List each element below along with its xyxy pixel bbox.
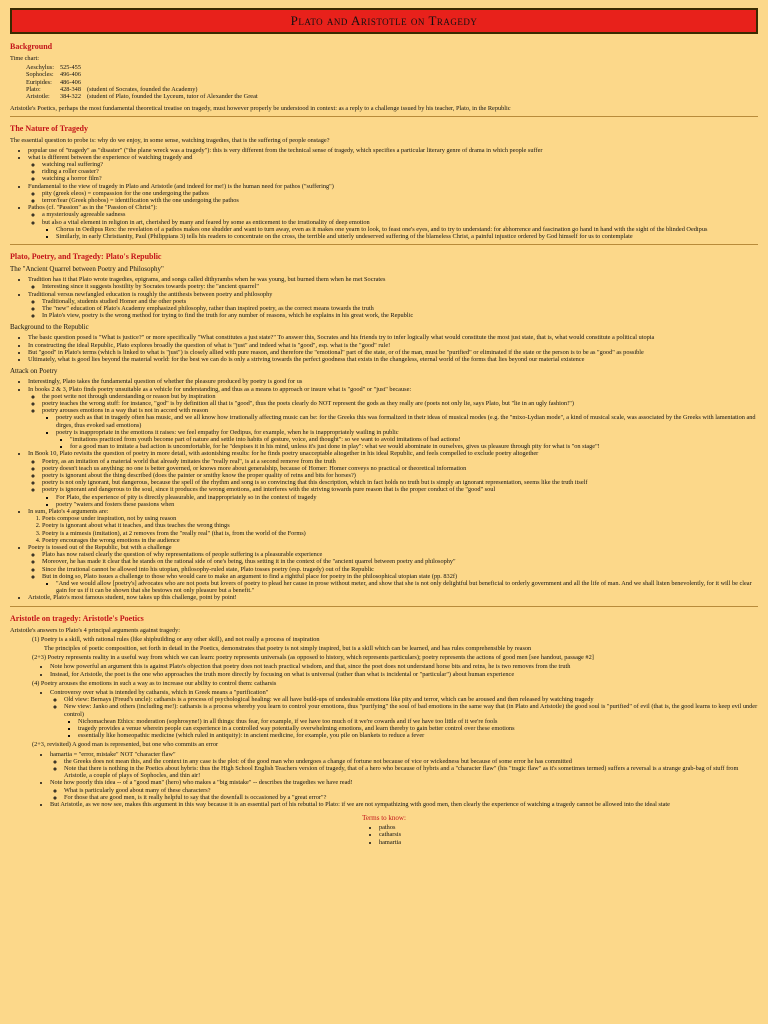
time-chart-cell bbox=[87, 79, 264, 86]
list-item: 4. Poetry encourages the wrong emotions in the audience bbox=[42, 537, 758, 544]
title-bar bbox=[10, 8, 758, 34]
terms-heading: Terms to know: bbox=[362, 814, 406, 823]
time-chart-cell: (student of Plato, founded the Lyceum, tutor of Alexander the Great bbox=[86, 93, 258, 101]
list-item: • In books 2 & 3, Plato finds poetry unsuitable as a vehicle for understanding, and thus as a means to approach or insure what is "good" or "just" because: bbox=[28, 386, 758, 393]
time-chart-row bbox=[26, 86, 264, 93]
page-title: Plato and Aristotle on Tragedy bbox=[290, 13, 478, 28]
list-item: ◦ Poetry, as an imitation of a material world that already imitates the "really real", is at a second remove from the truth bbox=[42, 458, 758, 465]
attack-title: Attack on Poetry bbox=[10, 367, 58, 376]
list-item: ◦ watching real suffering? bbox=[42, 161, 758, 168]
timechart-label: Time chart: bbox=[10, 55, 39, 62]
list-item: • Ultimately, what is good lies beyond the material world: for the best we can do is only a striving towards the perfect goodness that exists in the changeless, eternal world of the forms that lies beyond our material existence bbox=[28, 356, 758, 363]
list-item: ◦ But in doing so, Plato issues a challenge to those who would care to make an argument to find a rightful place for poetry in the philosophical utopian state (pp. 832f) bbox=[42, 573, 758, 580]
terms-box bbox=[10, 814, 758, 848]
list-item: ◦ What is particularly good about many of these characters? bbox=[64, 787, 758, 794]
time-chart-cell: Plato: bbox=[26, 85, 41, 93]
list-item: ▪ poetry such as that in tragedy often has music, and we all know how irrationally affecting music can be: for the Greeks this was formalized in their ideas of musical modes (e.g. the "mixo-Lydian mode", a kind of musical scale, was associated by the Greeks with lamentation and dirges, thus evoked sad emotions) bbox=[56, 414, 758, 428]
list-item: • Instead, for Aristotle, the poet is the one who approaches the truth more directly by focusing on what is universal (rather than what is incidental or "particular") about human experience bbox=[50, 671, 758, 678]
list-item: • Traditional versus newfangled education is roughly the antithesis between poetry and philosophy bbox=[28, 291, 758, 298]
terms-list bbox=[367, 824, 401, 846]
answer-2-3-revisited: (2+3, revisited) A good man is represented, but one who commits an error bbox=[32, 741, 219, 749]
nature-heading: The Nature of Tragedy bbox=[10, 124, 88, 134]
list-item: • In sum, Plato's 4 arguments are: bbox=[28, 508, 758, 515]
time-chart-cell bbox=[87, 64, 264, 71]
list-item: ◦ Old view: Bernays (Freud's uncle): catharsis is a process of psychological healing: we all have build-ups of undesirable emotions like pity and terror, which can be aroused and then released by watching tragedy bbox=[64, 696, 758, 703]
list-item: ▪ Chorus in Oedipus Rex: the revelation of a pathos makes one shudder and want to turn away, even as it makes one yearn to look, to feast one's eyes, and to try to understand: for abhorrence and fascination go hand in hand with the sight of the blinded Oedipus bbox=[56, 226, 758, 233]
list-item: • Note how poorly this idea -- of a "good man" (hero) who makes a "big mistake" -- describes the tragedies we have read! bbox=[50, 779, 758, 786]
time-chart-cell: Aeschylus: bbox=[26, 64, 54, 72]
quarrel-title: The "Ancient Quarrel between Poetry and Philosophy" bbox=[10, 265, 164, 274]
list-item: ▪ Nichomachean Ethics: moderation (sophrosyne!) in all things: thus fear, for example, if we have too much of it we're cowards and if we have too little of it we're fools bbox=[78, 718, 758, 725]
answer-2-3-list bbox=[32, 663, 758, 677]
page bbox=[10, 0, 758, 849]
list-item: ◦ the Greeks does not mean this, and the context in any case is the plot: of the good man who undergoes a change of fortune not because of vice or wickedness but because of some error he has committed bbox=[64, 758, 758, 765]
answer-4: (4) Poetry arouses the emotions in such a way as to increase our ability to control them: catharsis bbox=[32, 679, 277, 687]
list-item: • hamartia = "error, mistake" NOT "character flaw" bbox=[50, 751, 758, 758]
list-item: ▪ poetry "waters and fosters these passions when bbox=[56, 501, 758, 508]
answer-1: (1) Poetry is a skill, with rational rules (like shipbuilding or any other skill), and not really a process of inspiration bbox=[32, 635, 320, 643]
attack-list bbox=[10, 378, 758, 601]
list-item: • popular use of "tragedy" as "disaster" ("the plane wreck was a tragedy"): this is very different from the technical sense of tragedy, which specifies a particular literary genre of drama in which people suffer bbox=[28, 147, 758, 154]
list-item: ▪ for a good man to imitate a bad action is uncomfortable, for he "despises it in his mind, unless it's just done in play": what we would abominate in ourselves, gives us pleasure through pity for what is "on stage"! bbox=[70, 443, 758, 450]
list-item: • Interestingly, Plato takes the fundamental question of whether the pleasure produced by poetry is good for us bbox=[28, 378, 758, 385]
divider bbox=[10, 116, 758, 117]
list-item: ◦ watching a horror film? bbox=[42, 175, 758, 182]
nature-list bbox=[10, 147, 758, 241]
list-item: • Aristotle, Plato's most famous student, now takes up this challenge, point by point! bbox=[28, 594, 758, 601]
time-chart-row bbox=[26, 79, 264, 86]
list-item: • But "good" in Plato's terms (which is linked to what is "just") is closely allied with pure reason, and therefore the "emotional" part of the state, or of the man, must be "purified" or eliminated if the state or the person is to be as "good" as possible bbox=[28, 349, 758, 356]
background-heading: Background bbox=[10, 42, 53, 51]
list-item: ◦ Plato has now raised clearly the question of why representations of people suffering is a pleasurable experience bbox=[42, 551, 758, 558]
list-item: 1. Poets compose under inspiration, not by using reason bbox=[42, 515, 758, 522]
aristotle-intro: Aristotle's answers to Plato's 4 principal arguments against tragedy: bbox=[10, 626, 181, 634]
list-item: ◦ In Plato's view, poetry is the wrong method for trying to find the truth for any number of reasons, which he explains in his great work, the Republic bbox=[42, 312, 758, 319]
time-chart-cell bbox=[87, 71, 264, 78]
quarrel-list bbox=[10, 276, 758, 319]
republic-background-list bbox=[10, 334, 758, 363]
list-item: ▪ tragedy provides a venue wherein people can experience in a controlled way potentially overwhelming emotions, and learn thereby to gain better control over these emotions bbox=[78, 725, 758, 732]
time-chart-cell: (student of Socrates, founded the Academy) bbox=[86, 85, 198, 93]
list-item: ◦ poetry is ignorant and dangerous to the soul, since it produces the wrong emotions, and interferes with the striving towards pure reason that is the proper conduct of the "good" soul bbox=[42, 486, 758, 493]
time-chart-cell: 428-348 bbox=[59, 85, 81, 93]
list-item: ◦ Note that there is nothing in the Poetics about hybris: thus the High School English Teachers version of tragedy, that of a hero who because of hybris and a "character flaw" (his "tragic flaw" as it's sometimes termed) suffers a reversal is a strange grab-bag of stuff from Aristotle, a couple of plays of Sophocles, and thin air! bbox=[64, 765, 758, 779]
time-chart-cell: 384-322 bbox=[59, 93, 81, 101]
answer-2-3: (2+3) Poetry represents reality in a useful way from which we can learn: poetry represents universals (as opposed to history, which represents particulars); poetry represents the actions of good men [see handout, passage #2] bbox=[32, 654, 594, 662]
list-item: ◦ poetry is not only ignorant, but dangerous, because the spell of the rhythm and song is so convincing that this description, which in fact holds no truth but is simply an ignorant representation, seems like the truth itself bbox=[42, 479, 758, 486]
list-item: • In constructing the ideal Republic, Plato explores broadly the question of what is "just" and indeed what is "good", esp. what is the "good" rule! bbox=[28, 342, 758, 349]
list-item: ◦ Since the irrational cannot be allowed into his utopian, philosophy-ruled state, Plato tosses poetry (esp. tragedy) out of the Republic bbox=[42, 566, 758, 573]
list-item: ◦ New view: Janko and others (including me!): catharsis is a process whereby you learn to control your emotions, thus "purifying" the soul of bad emotions in the same way that (in Plato and Aristotle) the good soul is "purified" of evil (that is, the good learns to keep evil under control) bbox=[64, 703, 758, 717]
list-item: ▪ "imitations practiced from youth become part of nature and settle into habits of gesture, voice, and thought": so we want to avoid imitations of bad actions! bbox=[70, 436, 758, 443]
list-item: • what is different between the experience of watching tragedy and bbox=[28, 154, 758, 161]
list-item: ◦ For those that are good men, is it really helpful to say that the downfall is occasioned by a "great error"? bbox=[64, 794, 758, 801]
list-item: ◦ but also a vital element in religion in art, cherished by many and feared by some as enticement to the irrationality of deep emotion bbox=[42, 219, 758, 226]
time-chart-cell: 496-406 bbox=[59, 71, 81, 79]
list-item: • Pathos (cf. "Passion" as in the "Passion of Christ"): bbox=[28, 204, 758, 211]
term-item: • pathos bbox=[379, 824, 401, 831]
list-item: ◦ Moreover, he has made it clear that he stands on the rational side of one's being, thus setting it in the context of the "ancient quarrel between poetry and philosophy" bbox=[42, 558, 758, 565]
list-item: ◦ a mysteriously agreeable sadness bbox=[42, 211, 758, 218]
aristotle-heading: Aristotle on tragedy: Aristotle's Poetics bbox=[10, 613, 144, 623]
list-item: ▪ Similarly, in early Christianity, Paul (Philippians 3) tells his readers to concentrate on the cross, the terrible and utterly undeserved suffering of the blameless Christ, a painful injustice ordered by God himself for us to contemplate bbox=[56, 233, 758, 240]
republic-background-title: Background to the Republic bbox=[10, 323, 89, 332]
background-summary: Aristotle's Poetics, perhaps the most fundamental theoretical treatise on tragedy, must however properly be understood in context: as a reply to a challenge issued by his teacher, Plato, in the Republic bbox=[10, 105, 511, 113]
answer-1-detail: The principles of poetic composition, set forth in detail in the Poetics, demonstrates that poetry is not simply inspired, but is a skill which can be learned, and has rules comprehensible by reason bbox=[44, 645, 532, 652]
plato-heading: Plato, Poetry, and Tragedy: Plato's Republic bbox=[10, 252, 162, 262]
list-item: ◦ poetry is ignorant about the thing described (does the painter or smithy know the proper quality of reins and bits for horses?) bbox=[42, 472, 758, 479]
time-chart-row bbox=[26, 71, 264, 78]
time-chart-cell: Sophocles: bbox=[26, 71, 54, 79]
list-item: ◦ poetry doesn't teach us anything: no one is better governed, or knows more about generalship, because of Homer: Homer conveys no practical or theoretical information bbox=[42, 465, 758, 472]
time-chart-cell: 525-455 bbox=[59, 64, 81, 72]
list-item: ◦ The "new" education of Plato's Academy emphasized philosophy, rather than inspired poetry, as the correct means towards the truth bbox=[42, 305, 758, 312]
time-chart-row bbox=[26, 93, 264, 100]
list-item: • Fundamental to the view of tragedy in Plato and Aristotle (and indeed for me!) is the human need for pathos ("suffering") bbox=[28, 183, 758, 190]
divider bbox=[10, 244, 758, 245]
answer-4-list bbox=[32, 689, 758, 739]
list-item: • The basic question posed is "What is justice?" or more specifically "What constitutes a just state?" To answer this, Socrates and his friends try to infer logically what would constitute the most just state, that is, what would constitute a political utopia bbox=[28, 334, 758, 341]
list-item: ◦ Interesting since it suggests hostility by Socrates towards poetry: the "ancient quarrel" bbox=[42, 283, 758, 290]
term-item: • catharsis bbox=[379, 831, 401, 838]
list-item: 3. Poetry is a mimesis (imitation), at 2 removes from the "really real" (that is, from the world of the Forms) bbox=[42, 530, 758, 537]
list-item: ◦ riding a roller coaster? bbox=[42, 168, 758, 175]
time-chart-cell: Euripides: bbox=[26, 78, 52, 86]
nature-intro: The essential question to probe is: why do we enjoy, in some sense, watching tragedies, that is the suffering of people onstage? bbox=[10, 137, 330, 145]
list-item: ▪ For Plato, the experience of pity is directly pleasurable, and inappropriately so in the context of tragedy bbox=[56, 494, 758, 501]
term-item: • hamartia bbox=[379, 839, 401, 846]
list-item: ▪ "And we would allow [poetry's] advocates who are not poets but lovers of poetry to plead her cause in prose without meter, and show that she is not only delightful but beneficial to orderly government and all the life of man. And we shall listen benevolently, for it will be clear gain for us if it can be shown that she bestows not only pleasure but a benefit." bbox=[56, 580, 758, 594]
time-chart-cell: 486-406 bbox=[59, 78, 81, 86]
list-item: ◦ terror/fear (Greek phobos) = identification with the one undergoing the pathos bbox=[42, 197, 758, 204]
list-item: • Poetry is tossed out of the Republic, but with a challenge bbox=[28, 544, 758, 551]
time-chart-cell: Aristotle: bbox=[26, 93, 50, 101]
list-item: ◦ poetry teaches the wrong stuff: for instance, "god" is by definition all that is "good", thus the poets clearly do NOT represent the gods as they really are (poets not only lie, says Plato, but "lie in an ugly fashion!") bbox=[42, 400, 758, 407]
list-item: • In Book 10, Plato revisits the question of poetry in more detail, with astonishing results: for he finds poetry unacceptable altogether in his ideal Republic, and feels compelled to exclude poetry altogether bbox=[28, 450, 758, 457]
list-item: 2. Poetry is ignorant about what it teaches, and thus teaches the wrong things bbox=[42, 522, 758, 529]
list-item: ◦ the poet write not through understanding or reason but by inspiration bbox=[42, 393, 758, 400]
list-item: ▪ essentially like homeopathic medicine (which ruled in antiquity): in ancient medicine, for example, you pile on blankets to reduce a fever bbox=[78, 732, 758, 739]
divider bbox=[10, 606, 758, 607]
list-item: ▪ poetry is inappropriate in the emotions it raises: we feel empathy for Oedipus, for example, when he is inappropriately wailing in public bbox=[56, 429, 758, 436]
list-item: • Controversy over what is intended by catharsis, which in Greek means a "purification" bbox=[50, 689, 758, 696]
time-chart-row bbox=[26, 64, 264, 71]
time-chart bbox=[26, 64, 264, 100]
list-item: ◦ pity (greek eleos) = compassion for the one undergoing the pathos bbox=[42, 190, 758, 197]
list-item: • Note how powerful an argument this is against Plato's objection that poetry does not teach practical wisdom, and that, since the poet does not understand horse bits and reins, he is two removes from the truth bbox=[50, 663, 758, 670]
list-item: • Tradition has it that Plato wrote tragedies, epigrams, and songs called dithyrambs when he was young, but burned them when he met Socrates bbox=[28, 276, 758, 283]
list-item: ◦ Traditionally, students studied Homer and the other poets bbox=[42, 298, 758, 305]
list-item: • But Aristotle, as we now see, makes this argument in this way because it is an essential part of his rebuttal to Plato: if we are not sympathizing with good men, then clearly the experience of watching a tragedy cannot be allowed into the ideal state bbox=[50, 801, 758, 808]
answer-2-3-revisited-list bbox=[32, 751, 758, 809]
list-item: ◦ poetry arouses emotions in a way that is not in accord with reason bbox=[42, 407, 758, 414]
